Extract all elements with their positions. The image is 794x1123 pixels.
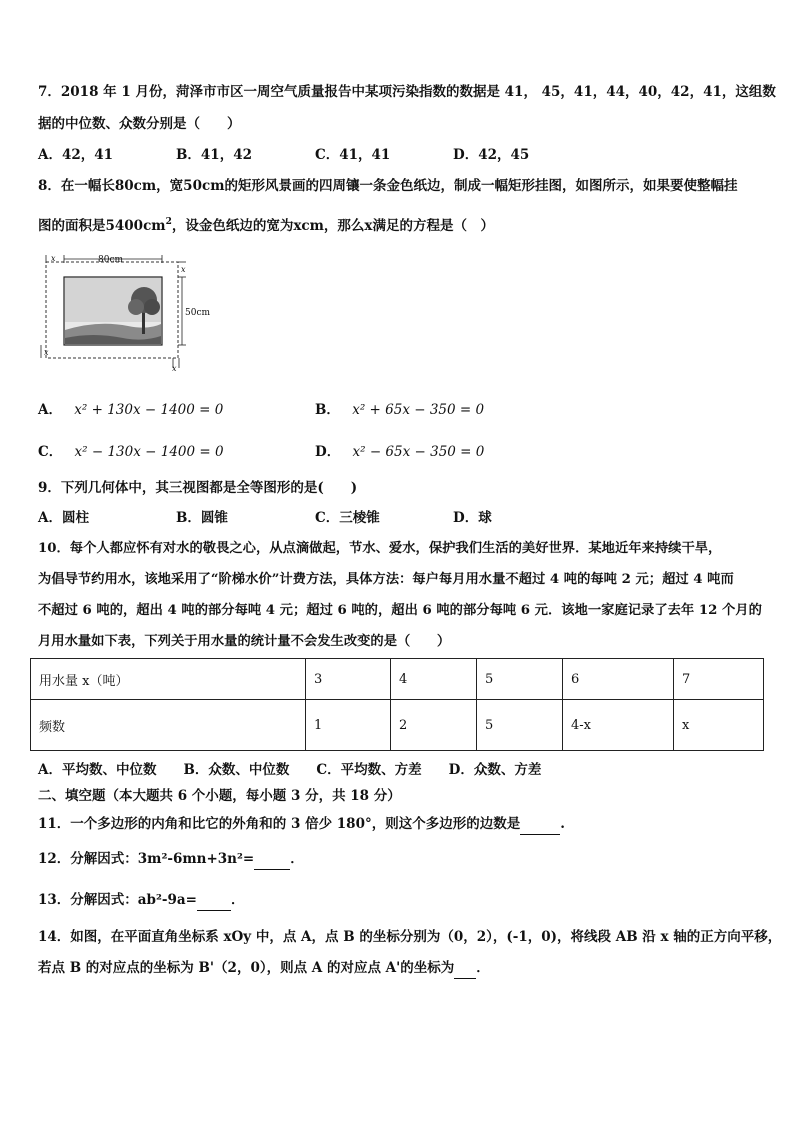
table-row [31,700,764,751]
q8-option-c [38,442,224,462]
section-2-heading: 二、填空题（本大题共 6 个小题，每小题 3 分，共 18 分） [38,788,401,804]
q8-option-b-letter: B． [315,402,340,418]
table-cell: 5 [477,700,563,751]
frame-top-label: 80cm [98,255,124,265]
table-cell: 频数 [31,700,306,751]
q11-answer-blank [520,814,560,835]
q10-line4: 月用水量如下表，下列关于用水量的统计量不会发生改变的是（ ） [38,634,451,649]
frame-x-label-bottom-left: x [44,348,49,357]
q8-option-d-letter: D． [315,444,341,460]
q9-option-d: D．球 [453,510,492,526]
table-cell: 6 [563,659,674,700]
table-cell: 2 [391,700,477,751]
q14-line2 [38,958,490,979]
table-cell: 7 [674,659,764,700]
frame-diagram [38,252,211,373]
table-row [31,659,764,700]
q11-text: 11．一个多边形的内角和比它的外角和的 3 倍少 180°，则这个多边形的边数是 [38,816,521,832]
q7-option-c: C．41，41 [315,147,391,163]
q7-option-a: A．42，41 [38,147,114,163]
water-usage-table [30,658,764,751]
table-cell: 3 [306,659,391,700]
q8-line2-a: 图的面积是5400cm [38,218,166,234]
q10-line1: 10．每个人都应怀有对水的敬畏之心，从点滴做起，节水、爱水，保护我们生活的美好世界．某地近年来持续干旱， [38,541,722,556]
q13 [38,890,244,911]
q8-option-b [315,400,484,420]
q7-line1: 7．2018 年 1 月份，菏泽市市区一周空气质量报告中某项污染指数的数据是 41， 45，41，44，40，42，41，这组数 [38,84,776,100]
q7-option-b: B．41，42 [176,147,252,163]
q12-end: ． [290,851,304,867]
q8-line2-b: ，设金色纸边的宽为xcm，那么x满足的方程是（ ） [171,218,494,234]
q13-end: ． [230,892,245,908]
q9-option-a: A．圆柱 [38,510,89,526]
table-cell: x [674,700,764,751]
q8-option-a-letter: A． [38,402,62,418]
q12-text: 12．分解因式：3m²-6mn+3n²= [38,851,255,867]
q8-option-d [315,442,484,462]
q14-line1: 14．如图，在平面直角坐标系 xOy 中，点 A，点 B 的坐标分别为（0，2），(-1，0)，将线段 AB 沿 x 轴的正方向平移， [38,929,782,945]
frame-x-label-right: x [181,265,186,274]
q8-option-d-eq: x² − 65x − 350 = 0 [352,444,485,460]
q8-line2-sup: 2 [165,217,172,227]
frame-x-label-bottom-right: x [172,364,177,373]
picture-frame-figure [38,252,211,373]
q14-line2-text: 若点 B 的对应点的坐标为 B'（2，0），则点 A 的对应点 A'的坐标为 [38,960,455,976]
q14-answer-blank [454,958,476,979]
q8-line2 [38,212,494,236]
table-cell: 4 [391,659,477,700]
table-cell: 4-x [563,700,674,751]
q9-stem: 9．下列几何体中，其三视图都是全等图形的是( ) [38,480,358,496]
q8-option-c-eq: x² − 130x − 1400 = 0 [74,444,224,460]
q11-end: . [560,816,565,832]
q10-line2: 为倡导节约用水，该地采用了“阶梯水价”计费方法，具体方法：每户每月用水量不超过 4 吨的每吨 2 元；超过 4 吨而 [38,572,734,587]
q7-option-d: D．42，45 [453,147,530,163]
q13-answer-blank [197,890,231,911]
table-cell: 用水量 x（吨） [31,659,306,700]
q8-line1: 8．在一幅长80cm，宽50cm的矩形风景画的四周镶一条金色纸边，制成一幅矩形挂图，如图所示，如果要使整幅挂 [38,178,738,194]
q7-line2: 据的中位数、众数分别是（ ） [38,116,241,132]
q8-option-a-eq: x² + 130x − 1400 = 0 [74,402,224,418]
q8-option-a [38,400,223,420]
table-cell: 1 [306,700,391,751]
q8-option-b-eq: x² + 65x − 350 = 0 [352,402,485,418]
q8-option-c-letter: C． [38,444,63,460]
q13-text: 13．分解因式：ab²-9a= [38,892,197,908]
q10-line3: 不超过 6 吨的，超出 4 吨的部分每吨 4 元；超过 6 吨的，超出 6 吨的部分每吨 6 元．该地一家庭记录了去年 12 个月的 [38,603,762,618]
q11 [38,814,565,835]
q9-option-c: C．三棱锥 [315,510,380,526]
q12 [38,849,304,870]
q9-option-b: B．圆锥 [176,510,228,526]
q14-end: ． [476,960,490,976]
frame-x-label-top-left: x [51,254,56,263]
q12-answer-blank [254,849,290,870]
q10-options: A．平均数、中位数 B．众数、中位数 C．平均数、方差 D．众数、方差 [38,762,542,778]
table-cell: 5 [477,659,563,700]
frame-side-label: 50cm [185,308,211,318]
